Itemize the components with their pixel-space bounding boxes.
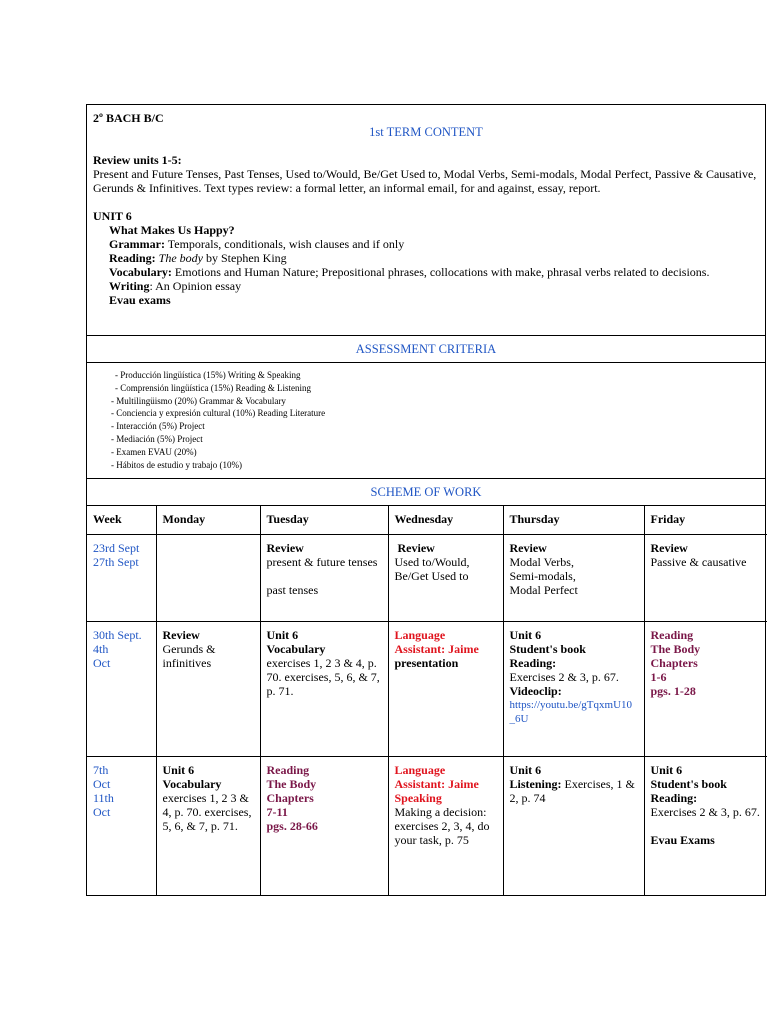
column-header: Thursday <box>503 506 644 534</box>
content-table <box>86 104 766 896</box>
thursday-cell: Unit 6 Student's book Reading: Exercises 2 & 3, p. 67. Videoclip: https://youtu.be/gTqxmU10_6U <box>503 621 644 756</box>
class-label: 2º BACH B/C <box>93 111 164 125</box>
table-header-row <box>87 506 767 534</box>
week-cell: 23rd Sept 27th Sept <box>87 534 156 621</box>
week-cell: 7th Oct 11th Oct <box>87 756 156 895</box>
tuesday-cell: Unit 6 Vocabulary exercises 1, 2 3 & 4, p. 70. exercises, 5, 6, & 7, p. 71. <box>260 621 388 756</box>
vocabulary-line: Vocabulary: Emotions and Human Nature; Prepositional phrases, collocations with make, phrasal verbs related to decisions. <box>109 265 710 279</box>
table-row <box>87 534 767 621</box>
wednesday-cell: Review Used to/Would, Be/Get Used to <box>388 534 503 621</box>
term-title: 1st TERM CONTENT <box>369 125 483 139</box>
evau-line: Evau exams <box>109 293 171 307</box>
criteria-item: - Interacción (5%) Project <box>111 421 205 432</box>
criteria-item: - Conciencia y expresión cultural (10%) Reading Literature <box>111 408 326 419</box>
writing-line: Writing: An Opinion essay <box>109 279 242 293</box>
friday-cell: Unit 6 Student's book Reading: Exercises 2 & 3, p. 67. Evau Exams <box>650 762 760 847</box>
week-cell: 30th Sept. 4th Oct <box>87 621 156 756</box>
table-row <box>87 756 767 895</box>
criteria-item: - Mediación (5%) Project <box>111 433 203 444</box>
column-header: Monday <box>156 506 260 534</box>
column-header: Tuesday <box>260 506 388 534</box>
thursday-cell: Review Modal Verbs, Semi-modals, Modal Perfect <box>503 534 644 621</box>
unit-subtitle: What Makes Us Happy? <box>109 223 235 237</box>
monday-cell: Unit 6 Vocabulary exercises 1, 2 3 & 4, p. 70. exercises, 5, 6, & 7, p. 71. <box>156 756 260 895</box>
wednesday-cell: Language Assistant: Jaime presentation <box>388 621 503 756</box>
criteria-item: - Multilingüismo (20%) Grammar & Vocabulary <box>111 395 286 406</box>
scheme-table <box>87 506 767 895</box>
assessment-criteria-list <box>87 363 765 479</box>
friday-cell: Reading The Body Chapters 1-6 pgs. 1-28 <box>644 621 767 756</box>
grammar-line: Grammar: Temporals, conditionals, wish clauses and if only <box>109 237 405 251</box>
tuesday-cell: Review present & future tenses past tenses <box>260 534 388 621</box>
criteria-item: - Examen EVAU (20%) <box>111 446 197 457</box>
criteria-item: - Producción lingüística (15%) Writing & Speaking <box>115 370 301 380</box>
thursday-cell: Unit 6 Listening: Exercises, 1 & 2, p. 74 <box>503 756 644 895</box>
review-title: Review units 1-5: <box>93 153 182 167</box>
reading-line: Reading: The body by Stephen King <box>109 251 287 265</box>
column-header: Wednesday <box>388 506 503 534</box>
term-content-section <box>87 105 765 336</box>
criteria-item: - Comprensión lingüística (15%) Reading & Listening <box>115 382 311 393</box>
column-header: Week <box>87 506 156 534</box>
wednesday-cell: Language Assistant: Jaime Speaking Making a decision: exercises 2, 3, 4, do your task, p. 75 <box>388 756 503 895</box>
column-header: Friday <box>644 506 767 534</box>
criteria-item: - Hábitos de estudio y trabajo (10%) <box>111 459 242 470</box>
monday-cell: Review Gerunds & infinitives <box>156 621 260 756</box>
assessment-title: ASSESSMENT CRITERIA <box>87 336 765 363</box>
review-text: Present and Future Tenses, Past Tenses, Used to/Would, Be/Get Used to, Modal Verbs, Semi-modals, Modal Perfect, Passive & Causative, Gerunds & Infinitives. Text types review: a formal letter, an informal email, for and against, essay, report. <box>93 167 757 195</box>
table-row <box>87 621 767 756</box>
tuesday-cell: Reading The Body Chapters 7-11 pgs. 28-66 <box>260 756 388 895</box>
videoclip-link[interactable]: https://youtu.be/gTqxmU10_6U <box>509 698 633 725</box>
scheme-title: SCHEME OF WORK <box>87 479 765 506</box>
monday-cell <box>156 534 260 621</box>
friday-cell: Review Passive & causative <box>644 534 767 621</box>
unit-title: UNIT 6 <box>93 209 132 223</box>
